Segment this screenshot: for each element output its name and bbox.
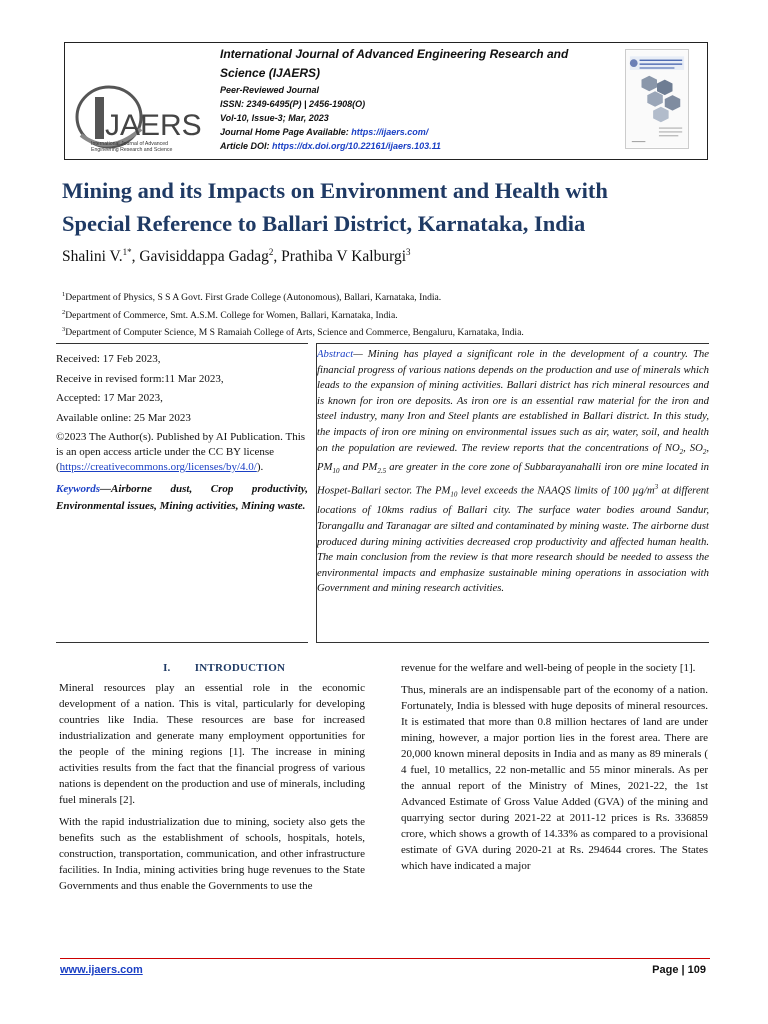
section-number: I.	[163, 662, 171, 674]
license-link[interactable]: https://creativecommons.org/licenses/by/4.0/	[59, 461, 257, 473]
logo-subtitle-1: International Journal of Advanced	[91, 141, 169, 147]
author-affil-mark: 3	[406, 247, 411, 257]
keywords	[56, 481, 308, 514]
author-affil-mark: 2	[268, 247, 274, 257]
abstract-label: Abstract	[317, 348, 354, 360]
author-list: Shalini V.$^{1*}$, Gavisiddappa Gadag$^2$, Prathiba V Kalburgi$^3$	[62, 247, 411, 266]
doi-line	[220, 139, 610, 153]
revised-date: Receive in revised form:11 Mar 2023,	[56, 372, 224, 385]
article-info	[56, 343, 308, 643]
paper-title-line2: Special Reference to Ballari District, Karnataka, India	[62, 211, 586, 236]
logo-subtitle-2: Engineering Research and Science	[91, 147, 173, 153]
paragraph: With the rapid industrialization due to mining, society also gets the benefits such as the establishment of schools, hospitals, hotels, construction, transportation, communication, and other infrastructure facilities. In India, mining activities bring huge revenues to the State Governments and thus enable the Governments to use the	[59, 816, 365, 892]
online-date: Available online: 25 Mar 2023	[56, 411, 191, 424]
footer-divider	[60, 958, 710, 959]
author-name: Prathiba V Kalburgi	[281, 248, 407, 266]
footer-website-link[interactable]: www.ijaers.com	[60, 964, 143, 976]
accepted-date: Accepted: 17 Mar 2023,	[56, 392, 163, 404]
journal-cover-image	[625, 49, 689, 149]
homepage-label: Journal Home Page Available:	[220, 127, 352, 137]
paper-title-line1: Mining and its Impacts on Environment and Health with	[62, 178, 608, 203]
affiliation: $^2$Department of Commerce, Smt. A.S.M. College for Women, Ballari, Karnataka, India.	[62, 308, 398, 321]
journal-info	[220, 45, 610, 153]
affiliations	[62, 288, 722, 341]
keywords-label: Keywords	[56, 483, 100, 495]
issn: ISSN: 2349-6495(P) | 2456-1908(O)	[220, 99, 366, 109]
received-date: Received: 17 Feb 2023,	[56, 353, 161, 365]
ijaers-logo	[69, 73, 209, 153]
journal-title-line1: International Journal of Advanced Engineering Research and	[220, 47, 569, 61]
license-statement: ©2023 The Author(s). Published by AI Publication. This is an open access article under the CC BY license (https://creativecommons.org/licenses/by/4.0/).	[56, 431, 306, 473]
paragraph: Mineral resources play an essential role in the economic development of a nation. This is vital, particularly for developing countries like India. These resources are base for increased industrialization and generate many employment opportunities for the people of the mining regions [1]. The increase in mining activities results from the fact that the financial progress of various nations is dependent on the production and use of minerals, including fuel minerals [2].	[59, 682, 365, 806]
author-name: Gavisiddappa Gadag	[139, 248, 269, 266]
affiliation: $^3$Department of Computer Science, M S Ramaiah College of Arts, Science and Commerce, Bengaluru, Karnataka, India.	[62, 326, 524, 339]
body-column-left	[59, 660, 365, 900]
page-number: Page | 109	[652, 964, 706, 976]
homepage-link[interactable]: https://ijaers.com/	[351, 127, 429, 137]
keywords-text: —Airborne dust, Crop productivity, Environmental issues, Mining activities, Mining waste.	[56, 483, 308, 512]
abstract: Abstract— Mining has played a significant role in the development of a country. The financial progress of various nations depends on the production and use of minerals which leads to the expansion of mining activities. Ballari district has rich mineral resources and is known for iron ore deposits. As iron ore is an essential raw material for the iron and steel industry, many Iron and Steel plants are established in Ballari district. In this study, the impacts of iron ore mining on environmental issues such as air, water, soil, and health on the population are reviewed. The review reports that the concentrations of $NO_2$, $SO_2$, $PM_{10}$ and $PM_{2.5}$ are greater in the core zone of Subbarayanahalli iron ore mine located in Hospet-Ballari sector. The $PM_{10}$ level exceeds the NAAQS limits of 100 $\mu g/m^3$ at different locations of 10kms radius of Ballari city. The surface water bodies around Sandur, Torangallu and Taranagar are silted and contaminated by mining waste. The airborne dust produced during mining activities decreased crop productivity and affected human health. The main conclusion from the review is that more research should be needed to assess the environmental impacts and emphasize sustainable mining operations in association with Government and mining research activities.	[316, 343, 709, 643]
journal-title-line2: Science (IJAERS)	[220, 66, 321, 80]
paper-title	[62, 174, 722, 240]
doi-link[interactable]: https://dx.doi.org/10.22161/ijaers.103.11	[272, 141, 441, 151]
journal-header	[64, 42, 708, 160]
section-heading-introduction	[59, 660, 365, 676]
author-affil-mark: 1*	[122, 247, 132, 257]
section-title: INTRODUCTION	[194, 662, 286, 674]
body-column-right	[401, 660, 708, 880]
paragraph: revenue for the welfare and well-being of people in the society [1].	[401, 662, 696, 674]
logo-wordmark: JAERS	[105, 109, 202, 142]
doi-label: Article DOI:	[220, 141, 273, 151]
peer-reviewed: Peer-Reviewed Journal	[220, 85, 320, 95]
affiliation: $^1$Department of Physics, S S A Govt. First Grade College (Autonomous), Ballari, Karnataka, India.	[62, 291, 442, 304]
author-name: Shalini V.	[62, 248, 123, 266]
paragraph: Thus, minerals are an indispensable part of the economy of a nation. Fortunately, India is blessed with huge deposits of mineral resources. It is estimated that more than 0.8 million hectares of land are under mining, however, a major portion lies in the forest area. There are 20,000 known mineral deposits in India and as many as 89 minerals ( 4 fuel, 10 metallics, 22 non-metallic and 55 minor minerals. As per the annual report of the Ministry of Mines, 2021-22, the 1st Advanced Estimate of Gross Value Added (GVA) of the mining and quarrying sector during 2021-22 at 2011-12 prices is Rs. 336859 crore, which shows a growth of 14.33% as compared to a provisional estimate of GVA during 2020-21 at Rs. 294644 crores. The States which have indicated a major	[401, 684, 708, 872]
volume-issue: Vol-10, Issue-3; Mar, 2023	[220, 113, 329, 123]
homepage-line	[220, 125, 610, 139]
